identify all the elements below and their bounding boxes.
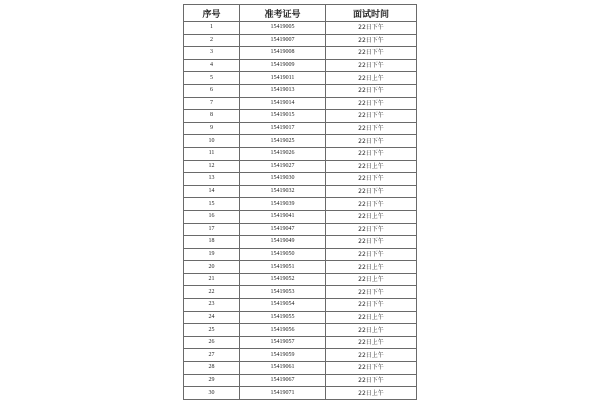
admission-ticket-number-cell: 15419030 bbox=[240, 173, 326, 186]
admission-ticket-number-cell: 15419050 bbox=[240, 248, 326, 261]
admission-ticket-number-cell: 15419067 bbox=[240, 374, 326, 387]
serial-number-cell: 30 bbox=[184, 387, 240, 400]
table-row bbox=[184, 173, 417, 186]
table-row bbox=[184, 72, 417, 85]
admission-ticket-number-cell: 15419013 bbox=[240, 84, 326, 97]
admission-ticket-number-cell: 15419005 bbox=[240, 22, 326, 35]
interview-time-cell: 22日下午 bbox=[326, 299, 417, 312]
serial-number-cell: 25 bbox=[184, 324, 240, 337]
table-row bbox=[184, 110, 417, 123]
header-serial-number: 序号 bbox=[184, 5, 240, 22]
serial-number-cell: 18 bbox=[184, 236, 240, 249]
table-row bbox=[184, 97, 417, 110]
serial-number-cell: 9 bbox=[184, 122, 240, 135]
serial-number-cell: 13 bbox=[184, 173, 240, 186]
table-row bbox=[184, 336, 417, 349]
interview-time-cell: 22日下午 bbox=[326, 22, 417, 35]
interview-time-cell: 22日下午 bbox=[326, 97, 417, 110]
admission-ticket-number-cell: 15419049 bbox=[240, 236, 326, 249]
serial-number-cell: 29 bbox=[184, 374, 240, 387]
serial-number-cell: 4 bbox=[184, 59, 240, 72]
interview-time-cell: 22日下午 bbox=[326, 236, 417, 249]
admission-ticket-number-cell: 15419053 bbox=[240, 286, 326, 299]
table-row bbox=[184, 349, 417, 362]
admission-ticket-number-cell: 15419015 bbox=[240, 110, 326, 123]
table-row bbox=[184, 387, 417, 400]
interview-schedule-table bbox=[183, 4, 417, 400]
interview-time-cell: 22日上午 bbox=[326, 349, 417, 362]
table-row bbox=[184, 261, 417, 274]
serial-number-cell: 8 bbox=[184, 110, 240, 123]
serial-number-cell: 20 bbox=[184, 261, 240, 274]
admission-ticket-number-cell: 15419054 bbox=[240, 299, 326, 312]
interview-time-cell: 22日上午 bbox=[326, 210, 417, 223]
interview-time-cell: 22日下午 bbox=[326, 59, 417, 72]
serial-number-cell: 22 bbox=[184, 286, 240, 299]
serial-number-cell: 17 bbox=[184, 223, 240, 236]
admission-ticket-number-cell: 15419071 bbox=[240, 387, 326, 400]
interview-time-cell: 22日下午 bbox=[326, 286, 417, 299]
serial-number-cell: 6 bbox=[184, 84, 240, 97]
admission-ticket-number-cell: 15419011 bbox=[240, 72, 326, 85]
serial-number-cell: 14 bbox=[184, 185, 240, 198]
table-row bbox=[184, 311, 417, 324]
admission-ticket-number-cell: 15419008 bbox=[240, 47, 326, 60]
header-row bbox=[184, 5, 417, 22]
admission-ticket-number-cell: 15419009 bbox=[240, 59, 326, 72]
interview-time-cell: 22日下午 bbox=[326, 135, 417, 148]
serial-number-cell: 3 bbox=[184, 47, 240, 60]
admission-ticket-number-cell: 15419027 bbox=[240, 160, 326, 173]
serial-number-cell: 27 bbox=[184, 349, 240, 362]
admission-ticket-number-cell: 15419056 bbox=[240, 324, 326, 337]
interview-time-cell: 22日下午 bbox=[326, 223, 417, 236]
interview-time-cell: 22日上午 bbox=[326, 72, 417, 85]
admission-ticket-number-cell: 15419047 bbox=[240, 223, 326, 236]
table-row bbox=[184, 286, 417, 299]
interview-time-cell: 22日下午 bbox=[326, 362, 417, 375]
table-row bbox=[184, 47, 417, 60]
admission-ticket-number-cell: 15419041 bbox=[240, 210, 326, 223]
serial-number-cell: 1 bbox=[184, 22, 240, 35]
interview-time-cell: 22日下午 bbox=[326, 84, 417, 97]
serial-number-cell: 24 bbox=[184, 311, 240, 324]
table-row bbox=[184, 22, 417, 35]
interview-time-cell: 22日上午 bbox=[326, 311, 417, 324]
table-row bbox=[184, 135, 417, 148]
interview-time-cell: 22日上午 bbox=[326, 261, 417, 274]
serial-number-cell: 16 bbox=[184, 210, 240, 223]
table-body bbox=[184, 22, 417, 400]
interview-time-cell: 22日下午 bbox=[326, 198, 417, 211]
table-row bbox=[184, 210, 417, 223]
admission-ticket-number-cell: 15419007 bbox=[240, 34, 326, 47]
table-header bbox=[184, 5, 417, 22]
table-row bbox=[184, 198, 417, 211]
table-row bbox=[184, 59, 417, 72]
serial-number-cell: 28 bbox=[184, 362, 240, 375]
serial-number-cell: 21 bbox=[184, 273, 240, 286]
serial-number-cell: 15 bbox=[184, 198, 240, 211]
admission-ticket-number-cell: 15419057 bbox=[240, 336, 326, 349]
interview-time-cell: 22日下午 bbox=[326, 47, 417, 60]
table-row bbox=[184, 185, 417, 198]
interview-time-cell: 22日上午 bbox=[326, 387, 417, 400]
interview-time-cell: 22日下午 bbox=[326, 34, 417, 47]
serial-number-cell: 19 bbox=[184, 248, 240, 261]
table-row bbox=[184, 362, 417, 375]
interview-time-cell: 22日上午 bbox=[326, 160, 417, 173]
table-row bbox=[184, 160, 417, 173]
serial-number-cell: 23 bbox=[184, 299, 240, 312]
admission-ticket-number-cell: 15419032 bbox=[240, 185, 326, 198]
admission-ticket-number-cell: 15419017 bbox=[240, 122, 326, 135]
serial-number-cell: 10 bbox=[184, 135, 240, 148]
table-row bbox=[184, 34, 417, 47]
interview-time-cell: 22日上午 bbox=[326, 336, 417, 349]
interview-time-cell: 22日上午 bbox=[326, 273, 417, 286]
interview-time-cell: 22日上午 bbox=[326, 324, 417, 337]
table-row bbox=[184, 248, 417, 261]
admission-ticket-number-cell: 15419025 bbox=[240, 135, 326, 148]
table-row bbox=[184, 324, 417, 337]
admission-ticket-number-cell: 15419059 bbox=[240, 349, 326, 362]
interview-time-cell: 22日下午 bbox=[326, 110, 417, 123]
admission-ticket-number-cell: 15419051 bbox=[240, 261, 326, 274]
table-row bbox=[184, 299, 417, 312]
table-row bbox=[184, 147, 417, 160]
table-row bbox=[184, 236, 417, 249]
admission-ticket-number-cell: 15419026 bbox=[240, 147, 326, 160]
serial-number-cell: 12 bbox=[184, 160, 240, 173]
serial-number-cell: 11 bbox=[184, 147, 240, 160]
table-row bbox=[184, 122, 417, 135]
admission-ticket-number-cell: 15419055 bbox=[240, 311, 326, 324]
interview-time-cell: 22日下午 bbox=[326, 374, 417, 387]
header-interview-time: 面试时间 bbox=[326, 5, 417, 22]
serial-number-cell: 7 bbox=[184, 97, 240, 110]
admission-ticket-number-cell: 15419014 bbox=[240, 97, 326, 110]
admission-ticket-number-cell: 15419039 bbox=[240, 198, 326, 211]
interview-time-cell: 22日下午 bbox=[326, 248, 417, 261]
interview-time-cell: 22日下午 bbox=[326, 147, 417, 160]
table-row bbox=[184, 84, 417, 97]
table-row bbox=[184, 374, 417, 387]
table-row bbox=[184, 223, 417, 236]
serial-number-cell: 26 bbox=[184, 336, 240, 349]
table-row bbox=[184, 273, 417, 286]
serial-number-cell: 5 bbox=[184, 72, 240, 85]
header-admission-ticket-number: 准考证号 bbox=[240, 5, 326, 22]
serial-number-cell: 2 bbox=[184, 34, 240, 47]
interview-time-cell: 22日下午 bbox=[326, 173, 417, 186]
interview-time-cell: 22日下午 bbox=[326, 185, 417, 198]
admission-ticket-number-cell: 15419052 bbox=[240, 273, 326, 286]
admission-ticket-number-cell: 15419061 bbox=[240, 362, 326, 375]
interview-time-cell: 22日下午 bbox=[326, 122, 417, 135]
